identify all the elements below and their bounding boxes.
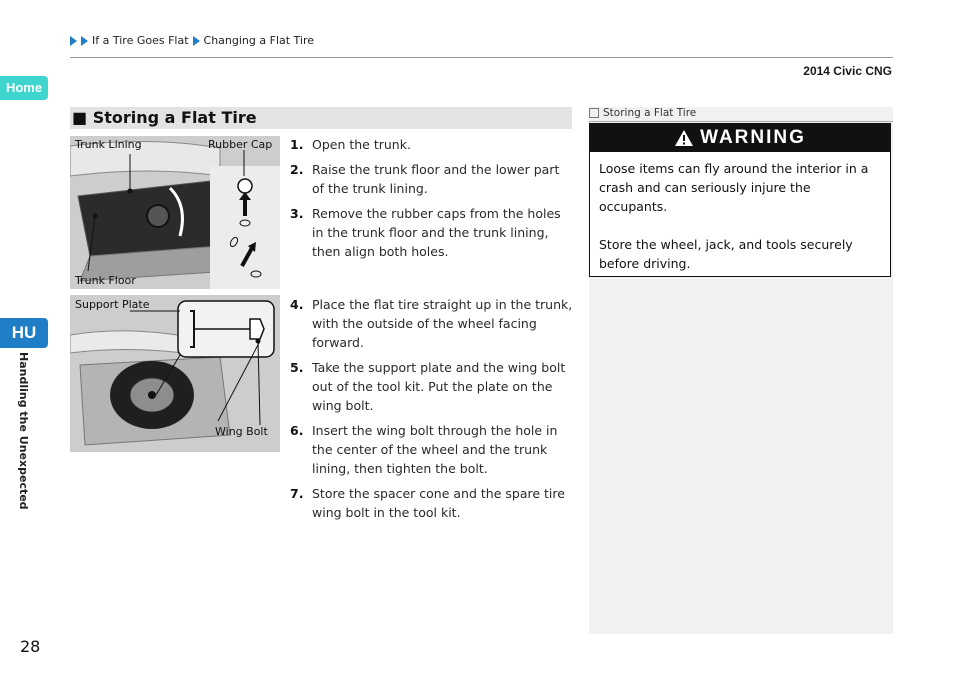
section-side-label: Handling the Unexpected: [17, 352, 30, 510]
steps-list-part-2: [290, 295, 575, 528]
support-plate-label: Support Plate: [75, 298, 150, 311]
header-divider: [70, 57, 893, 58]
step-item: 6. Insert the wing bolt through the hole in the center of the wheel and the trunk lining, then tighten the bolt.: [290, 423, 558, 476]
step-item: 2. Raise the trunk floor and the lower part of the trunk lining.: [290, 162, 560, 196]
warning-text: [599, 159, 879, 292]
rubber-cap-label: Rubber Cap: [208, 138, 273, 151]
breadcrumb-item[interactable]: If a Tire Goes Flat: [92, 34, 189, 47]
arrow-right-icon: [193, 36, 200, 46]
arrow-right-icon: [70, 36, 77, 46]
arrow-right-icon: [81, 36, 88, 46]
home-tab[interactable]: Home: [0, 76, 48, 100]
warning-title: WARNING: [700, 127, 806, 148]
breadcrumb: [70, 34, 314, 47]
trunk-floor-drawing: [70, 136, 280, 289]
trunk-lining-label: Trunk Lining: [75, 138, 142, 151]
model-name: 2014 Civic CNG: [803, 64, 892, 78]
wing-bolt-label: Wing Bolt: [215, 425, 268, 438]
step-item: 1. Open the trunk.: [290, 137, 411, 152]
step-item: 3. Remove the rubber caps from the holes in the trunk floor and the trunk lining, then align both holes.: [290, 206, 561, 259]
step-item: 7. Store the spacer cone and the spare tire wing bolt in the tool kit.: [290, 486, 565, 520]
warning-line: Store the wheel, jack, and tools securely before driving.: [599, 237, 853, 271]
page-number: 28: [20, 637, 41, 656]
trunk-floor-illustration: [70, 136, 280, 289]
warning-triangle-icon: [674, 129, 694, 147]
section-title: ■ Storing a Flat Tire: [72, 108, 257, 127]
warning-line: Loose items can fly around the interior in a crash and can seriously injure the occupants.: [599, 161, 869, 214]
section-tab[interactable]: HU: [0, 318, 48, 348]
note-heading: [589, 107, 696, 119]
warning-box: [589, 123, 891, 277]
steps-list-part-1: [290, 135, 575, 267]
spare-tire-illustration: [70, 295, 280, 452]
note-divider: [589, 121, 893, 122]
breadcrumb-item[interactable]: Changing a Flat Tire: [203, 34, 315, 47]
note-title: Storing a Flat Tire: [603, 107, 697, 119]
warning-header: [590, 124, 890, 152]
step-item: 5. Take the support plate and the wing bolt out of the tool kit. Put the plate on the wing bolt.: [290, 360, 566, 413]
trunk-floor-label: Trunk Floor: [75, 274, 136, 287]
step-item: 4. Place the flat tire straight up in the trunk, with the outside of the wheel facing forward.: [290, 297, 573, 350]
note-square-icon: [589, 108, 599, 118]
